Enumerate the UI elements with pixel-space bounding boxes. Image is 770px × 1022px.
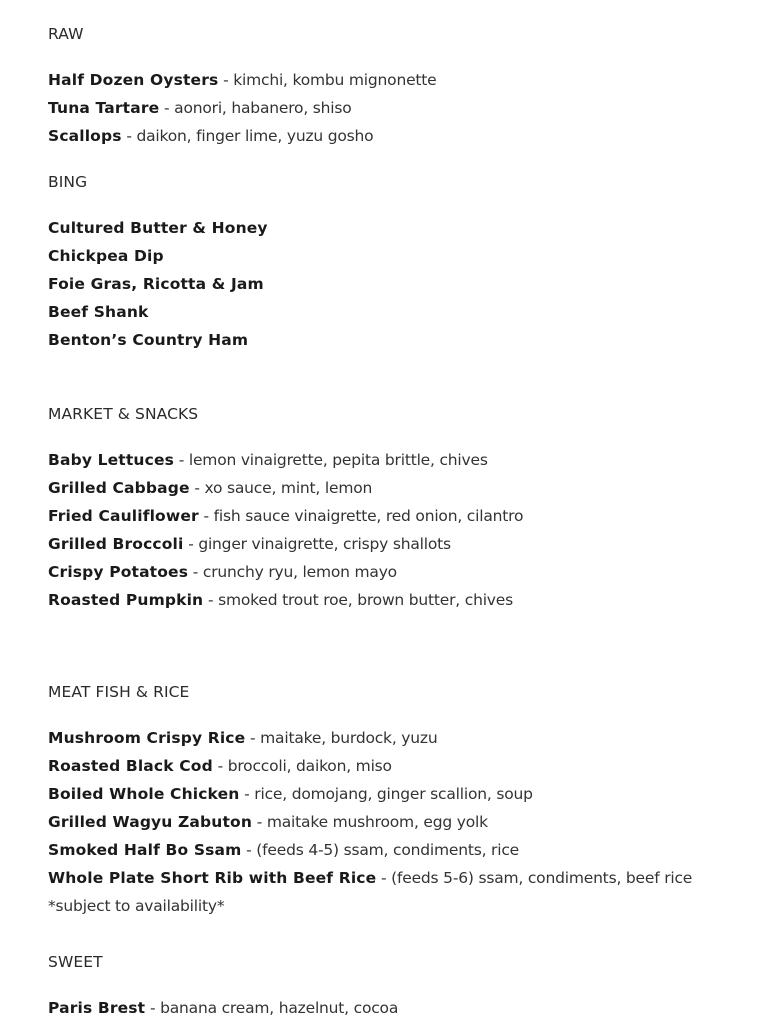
item-description: - aonori, habanero, shiso <box>159 99 352 117</box>
item-description: - xo sauce, mint, lemon <box>189 479 373 497</box>
section-title-meat-fish-rice: MEAT FISH & RICE <box>48 683 190 701</box>
menu-item <box>48 94 738 122</box>
item-description: - banana cream, hazelnut, cocoa <box>145 999 399 1017</box>
menu-item <box>48 780 738 808</box>
item-name: Chickpea Dip <box>48 247 164 265</box>
menu-item <box>48 994 738 1022</box>
menu-item <box>48 864 738 920</box>
item-description: - daikon, finger lime, yuzu gosho <box>121 127 374 145</box>
item-name: Crispy Potatoes <box>48 563 189 581</box>
menu-item <box>48 836 738 864</box>
item-name: Half Dozen Oysters <box>48 71 219 89</box>
menu-item <box>48 122 738 150</box>
item-name: Grilled Wagyu Zabuton <box>48 813 253 831</box>
item-name: Tuna Tartare <box>48 99 160 117</box>
menu-item <box>48 530 738 558</box>
item-name: Boiled Whole Chicken <box>48 785 240 803</box>
menu-item <box>48 298 738 326</box>
item-name: Fried Cauliflower <box>48 507 199 525</box>
menu-item <box>48 270 738 298</box>
item-description: - crunchy ryu, lemon mayo <box>188 563 397 581</box>
menu-item <box>48 724 738 752</box>
menu-item <box>48 214 738 242</box>
item-description: - smoked trout roe, brown butter, chives <box>203 591 513 609</box>
item-name: Beef Shank <box>48 303 149 321</box>
item-description: - kimchi, kombu mignonette <box>218 71 437 89</box>
menu-item <box>48 242 738 270</box>
item-description: - maitake mushroom, egg yolk <box>252 813 488 831</box>
menu-item <box>48 808 738 836</box>
item-name: Scallops <box>48 127 122 145</box>
menu-item <box>48 502 738 530</box>
item-description: - lemon vinaigrette, pepita brittle, chives <box>174 451 488 469</box>
item-name: Roasted Pumpkin <box>48 591 204 609</box>
item-name: Cultured Butter & Honey <box>48 219 268 237</box>
menu-item <box>48 326 738 354</box>
item-name: Roasted Black Cod <box>48 757 213 775</box>
menu-item <box>48 474 738 502</box>
item-name: Foie Gras, Ricotta & Jam <box>48 275 264 293</box>
section-title-sweet: SWEET <box>48 953 103 971</box>
section-title-market-snacks: MARKET & SNACKS <box>48 405 199 423</box>
section-title-raw: RAW <box>48 25 84 43</box>
item-name: Smoked Half Bo Ssam <box>48 841 242 859</box>
item-name: Mushroom Crispy Rice <box>48 729 246 747</box>
menu-item <box>48 752 738 780</box>
item-name: Whole Plate Short Rib with Beef Rice <box>48 869 377 887</box>
item-name: Baby Lettuces <box>48 451 174 469</box>
item-description: - broccoli, daikon, miso <box>212 757 392 775</box>
menu-item <box>48 446 738 474</box>
item-description: - (feeds 4-5) ssam, condiments, rice <box>241 841 519 859</box>
menu-item <box>48 586 738 614</box>
item-description: - (feeds 5-6) ssam, condiments, beef rice *subject to availability* <box>48 869 693 915</box>
item-name: Paris Brest <box>48 999 146 1017</box>
item-name: Grilled Cabbage <box>48 479 190 497</box>
item-description: - rice, domojang, ginger scallion, soup <box>239 785 533 803</box>
item-name: Benton’s Country Ham <box>48 331 249 349</box>
menu-item <box>48 66 738 94</box>
item-description: - maitake, burdock, yuzu <box>245 729 438 747</box>
item-description: - fish sauce vinaigrette, red onion, cilantro <box>198 507 524 525</box>
menu-item <box>48 558 738 586</box>
item-description: - ginger vinaigrette, crispy shallots <box>183 535 451 553</box>
section-title-bing: BING <box>48 173 88 191</box>
item-name: Grilled Broccoli <box>48 535 184 553</box>
